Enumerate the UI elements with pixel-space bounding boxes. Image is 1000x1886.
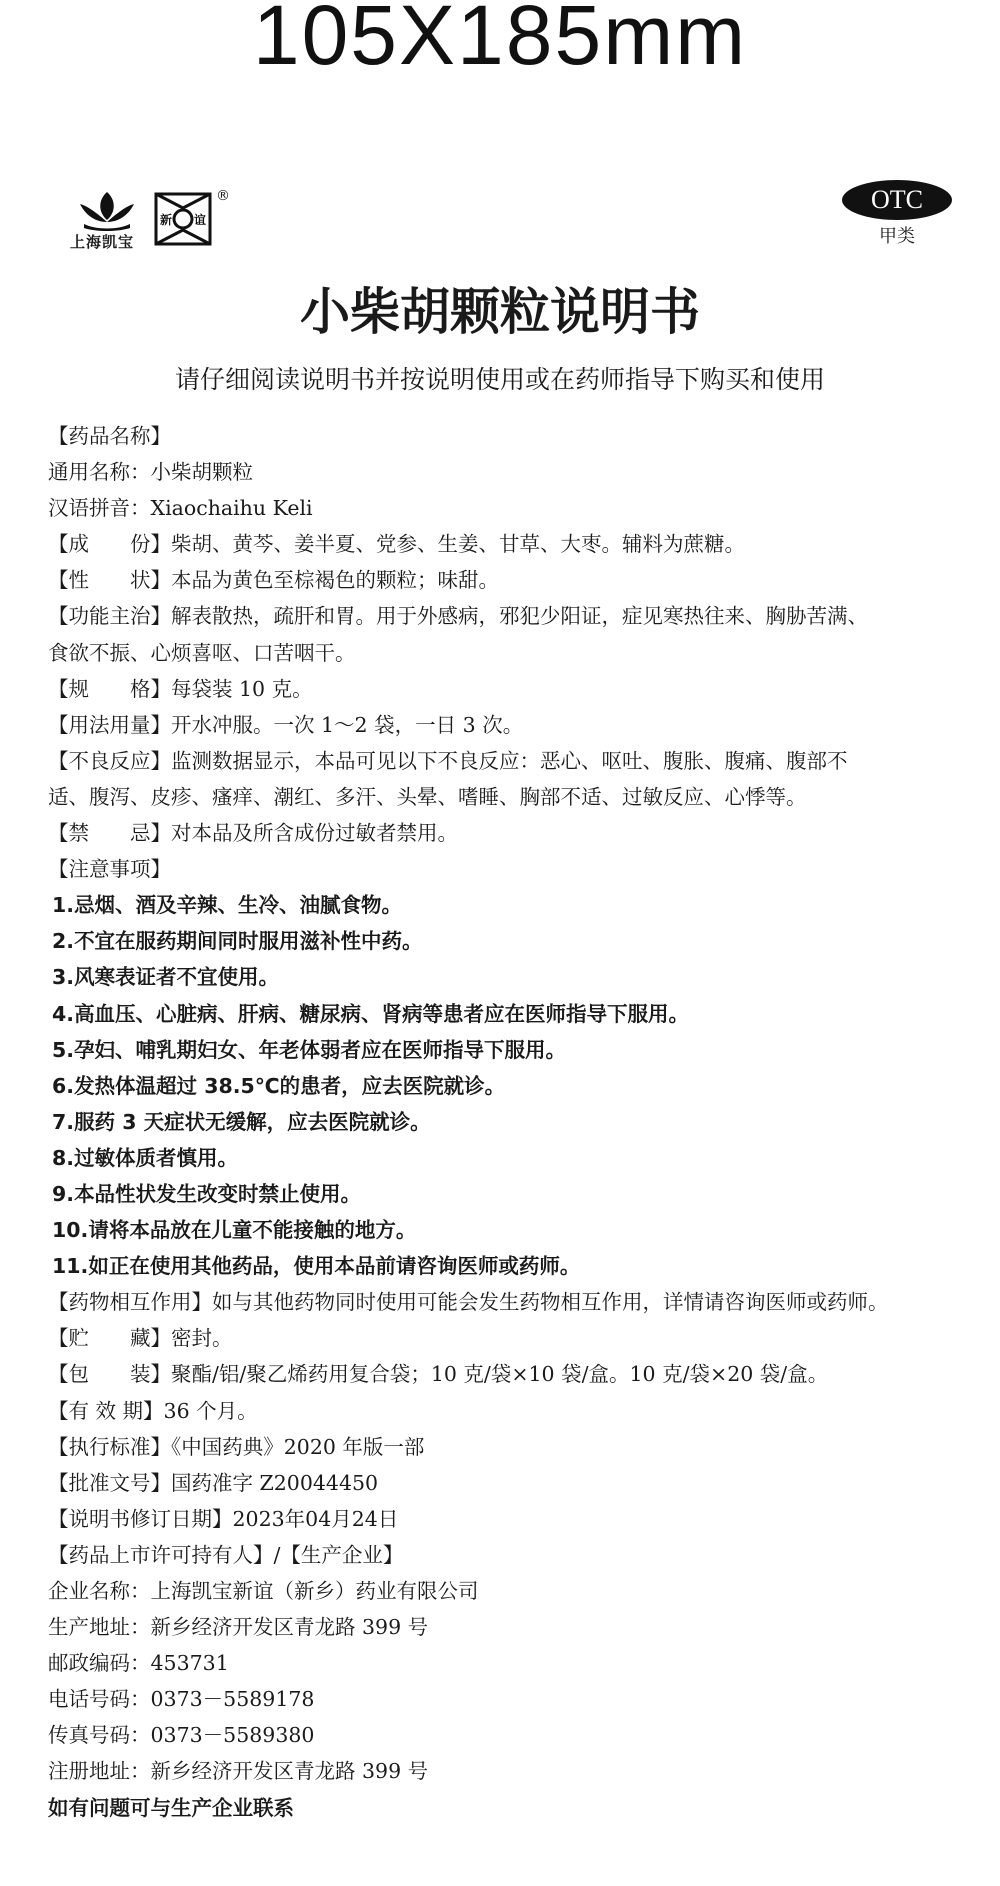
precaution-number: 1.: [52, 893, 75, 918]
holder-header: 【药品上市许可持有人】/【生产企业】: [48, 1542, 404, 1567]
precaution-text: 请将本品放在儿童不能接触的地方。: [88, 1218, 417, 1243]
precaution-text: 如正在使用其他药品，使用本品前请咨询医师或药师。: [88, 1254, 581, 1279]
xinyi-logo: [150, 186, 230, 252]
dimension-label: 105X185mm: [252, 0, 748, 82]
precaution-number: 8.: [52, 1145, 75, 1170]
usage-row: [48, 707, 968, 743]
contra-value: 对本品及所含成份过敏者禁用。: [171, 821, 458, 846]
precaution-text: 不宜在服药期间同时服用滋补性中药。: [74, 929, 423, 954]
drug-name-header: 【药品名称】: [48, 424, 171, 448]
interaction-row: [48, 1284, 968, 1320]
spec-value: 每袋装 10 克。: [171, 676, 313, 701]
generic-name: 通用名称：小柴胡颗粒: [48, 460, 253, 485]
fax-number: 传真号码：0373－5589380: [48, 1723, 315, 1748]
spec-row: [48, 671, 968, 707]
precaution-number: 10.: [52, 1218, 89, 1243]
page-subtitle: 请仔细阅读说明书并按说明使用或在药师指导下购买和使用: [174, 365, 825, 394]
precaution-text: 过敏体质者慎用。: [74, 1145, 239, 1170]
precaution-text: 高血压、心脏病、肝病、糖尿病、肾病等患者应在医师指导下服用。: [74, 1001, 690, 1026]
standard-value: 《中国药典》2020 年版一部: [171, 1434, 425, 1459]
adverse-continued: 适、腹泻、皮疹、瘙痒、潮红、多汗、头晕、嗜睡、胸部不适、过敏反应、心悸等。: [48, 784, 807, 809]
indications-value: 解表散热，疏肝和胃。用于外感病，邪犯少阳证，症见寒热往来、胸胁苦满、: [171, 604, 868, 629]
adverse-value: 监测数据显示，本品可见以下不良反应：恶心、呕吐、腹胀、腹痛、腹部不: [171, 748, 848, 773]
pinyin-name: 汉语拼音：Xiaochaihu Keli: [48, 496, 313, 521]
approval-row: [48, 1465, 968, 1501]
standard-row: [48, 1429, 968, 1465]
precaution-text: 风寒表证者不宜使用。: [74, 965, 280, 990]
description-label: 【性 状】: [48, 568, 171, 593]
precaution-item: [48, 1104, 968, 1140]
storage-row: [48, 1320, 968, 1356]
description-value: 本品为黄色至棕褐色的颗粒；味甜。: [171, 568, 499, 593]
brand-text: 上海凯宝: [70, 233, 135, 251]
contact-note: 如有问题可与生产企业联系: [48, 1795, 294, 1820]
package-row: [48, 1356, 968, 1392]
precaution-number: 5.: [52, 1037, 75, 1062]
kaibao-logo: [70, 186, 144, 252]
standard-label: 【执行标准】: [48, 1434, 171, 1459]
postcode: 邮政编码：453731: [48, 1651, 229, 1676]
approval-value: 国药准字 Z20044450: [171, 1470, 379, 1495]
precaution-item: [48, 887, 968, 923]
interaction-value: 如与其他药物同时使用可能会发生药物相互作用，详情请咨询医师或药师。: [212, 1290, 889, 1315]
registered-address: 注册地址：新乡经济开发区青龙路 399 号: [48, 1759, 429, 1784]
storage-label: 【贮 藏】: [48, 1326, 171, 1351]
revision-label: 【说明书修订日期】: [48, 1506, 233, 1531]
spec-label: 【规 格】: [48, 676, 171, 701]
phone-number: 电话号码：0373－5589178: [48, 1687, 315, 1712]
ingredients-label: 【成 份】: [48, 532, 171, 557]
brand-logos: [70, 186, 230, 252]
precaution-number: 6.: [52, 1073, 75, 1098]
page-title: 小柴胡颗粒说明书: [300, 283, 700, 341]
usage-label: 【用法用量】: [48, 712, 171, 737]
package-value: 聚酯/铝/聚乙烯药用复合袋；10 克/袋×10 袋/盒。10 克/袋×20 袋/盒。: [171, 1362, 829, 1387]
precautions-list: [48, 887, 968, 1284]
precaution-item: [48, 959, 968, 995]
precaution-number: 9.: [52, 1181, 75, 1206]
precaution-item: [48, 1140, 968, 1176]
precaution-item: [48, 996, 968, 1032]
precaution-item: [48, 1212, 968, 1248]
xinyi-right-char: 谊: [194, 213, 207, 227]
interaction-label: 【药物相互作用】: [48, 1290, 212, 1315]
lotus-icon: [70, 186, 144, 232]
expiry-value: 36 个月。: [163, 1398, 258, 1423]
revision-value: 2023年04月24日: [232, 1506, 399, 1531]
precautions-header: 【注意事项】: [48, 857, 171, 882]
expiry-row: [48, 1393, 968, 1429]
precaution-text: 忌烟、酒及辛辣、生冷、油腻食物。: [74, 893, 403, 918]
xinyi-left-char: 新: [160, 213, 173, 227]
contra-row: [48, 815, 968, 851]
otc-badge-group: [842, 180, 952, 248]
otc-badge: OTC: [842, 180, 952, 220]
precaution-number: 4.: [52, 1001, 75, 1026]
precaution-number: 3.: [52, 965, 75, 990]
ingredients-value: 柴胡、黄芩、姜半夏、党参、生姜、甘草、大枣。辅料为蔗糖。: [171, 532, 745, 557]
precaution-item: [48, 1248, 968, 1284]
otc-class: 甲类: [879, 226, 915, 247]
precaution-text: 孕妇、哺乳期妇女、年老体弱者应在医师指导下服用。: [74, 1037, 567, 1062]
precaution-number: 7.: [52, 1109, 75, 1134]
storage-value: 密封。: [171, 1326, 233, 1351]
production-address: 生产地址：新乡经济开发区青龙路 399 号: [48, 1615, 429, 1640]
indications-label: 【功能主治】: [48, 604, 171, 629]
description-row: [48, 562, 968, 598]
precaution-text: 发热体温超过 38.5℃的患者，应去医院就诊。: [74, 1073, 506, 1098]
package-label: 【包 装】: [48, 1362, 171, 1387]
indications-row: [48, 598, 968, 634]
instructions-body: [48, 418, 968, 1826]
precaution-number: 11.: [52, 1254, 89, 1279]
registered-mark: ®: [216, 188, 230, 204]
usage-value: 开水冲服。一次 1～2 袋，一日 3 次。: [171, 712, 524, 737]
expiry-label: 【有 效 期】: [48, 1398, 164, 1423]
contra-label: 【禁 忌】: [48, 821, 171, 846]
precaution-item: [48, 1068, 968, 1104]
precaution-text: 本品性状发生改变时禁止使用。: [74, 1181, 362, 1206]
adverse-row: [48, 743, 968, 779]
precaution-item: [48, 1032, 968, 1068]
precaution-number: 2.: [52, 929, 75, 954]
approval-label: 【批准文号】: [48, 1470, 171, 1495]
precaution-text: 服药 3 天症状无缓解，应去医院就诊。: [74, 1109, 431, 1134]
company-name: 企业名称：上海凯宝新谊（新乡）药业有限公司: [48, 1579, 479, 1603]
indications-continued: 食欲不振、心烦喜呕、口苦咽干。: [48, 640, 356, 665]
precaution-item: [48, 923, 968, 959]
precaution-item: [48, 1176, 968, 1212]
ingredients-row: [48, 526, 968, 562]
adverse-label: 【不良反应】: [48, 748, 171, 773]
revision-row: [48, 1501, 968, 1537]
